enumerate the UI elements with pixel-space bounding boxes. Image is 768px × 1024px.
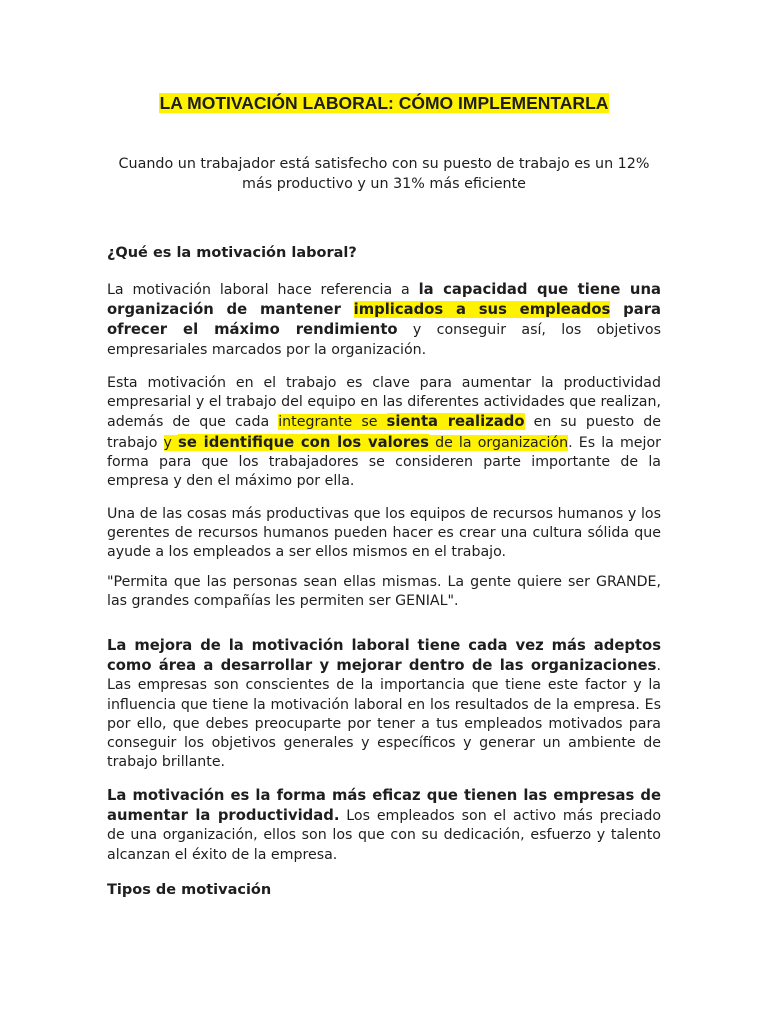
paragraph-2: Esta motivación en el trabajo es clave para aumentar la productividad empresarial y el trabajo del equipo en las diferentes actividades que realizan, además de que cada integrante se sienta realizado en su puesto de trabajo y se identifique con los valores de la organización. Es la mejor forma para que los trabajadores se consideren parte importante de la empresa y den el máximo por ella.: [107, 375, 661, 490]
section-heading-que-es: ¿Qué es la motivación laboral?: [107, 245, 357, 261]
paragraph-3: Una de las cosas más productivas que los equipos de recursos humanos y los gerentes de recursos humanos pueden hacer es crear una cultura sólida que ayude a los empleados a ser ellos mismos en el trabajo.: [107, 506, 661, 561]
paragraph-5: La mejora de la motivación laboral tiene cada vez más adeptos como área a desarrollar y mejorar dentro de las organizaciones. Las empresas son conscientes de la importancia que tiene este factor y la influencia que tiene la motivación laboral en los resultados de la empresa. Es por ello, que debes preocuparte por tener a tus empleados motivados para conseguir los objetivos generales y específicos y generar un ambiente de trabajo brillante.: [107, 637, 661, 771]
page-title: LA MOTIVACIÓN LABORAL: CÓMO IMPLEMENTARLA: [159, 93, 609, 113]
section-heading-tipos: Tipos de motivación: [107, 882, 272, 898]
paragraph-6: La motivación es la forma más eficaz que tienen las empresas de aumentar la productividad. Los empleados son el activo más preciado de una organización, ellos son los que con su dedicación, esfuerzo y talento alcanzan el éxito de la empresa.: [107, 787, 662, 863]
paragraph-1: La motivación laboral hace referencia a la capacidad que tiene una organización de mantener implicados a sus empleados para ofrecer el máximo rendimiento y conseguir así, los objetivos empresariales marcados por la organización.: [107, 281, 662, 358]
paragraph-4-quote: "Permita que las personas sean ellas mismas. La gente quiere ser GRANDE, las grandes compañías les permiten ser GENIAL".: [107, 574, 661, 610]
subtitle: Cuando un trabajador está satisfecho con su puesto de trabajo es un 12% más productivo y un 31% más eficiente: [118, 156, 650, 192]
